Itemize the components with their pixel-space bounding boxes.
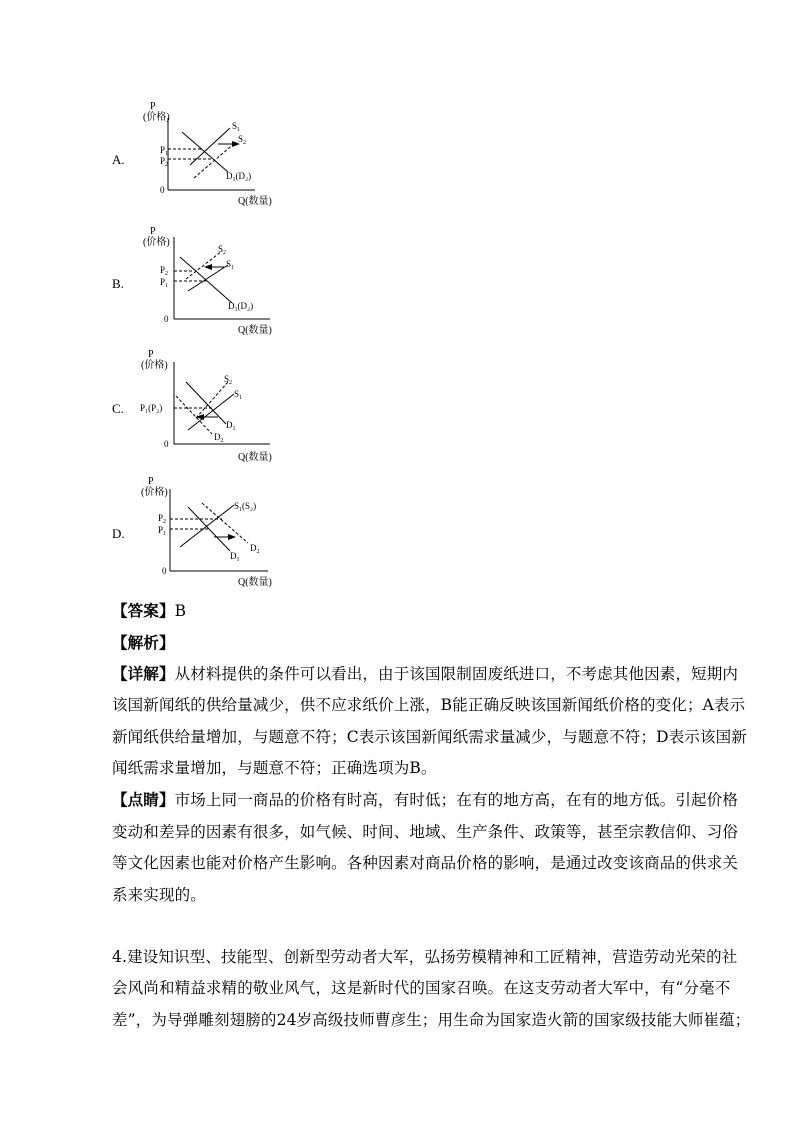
curve-label: $S_2$ — [238, 134, 247, 146]
question-4-line: 会风尚和精益求精的敬业风气，这是新时代的国家召唤。在这支劳动者大军中，有“分毫不 — [112, 979, 731, 997]
axis-p-sub-label: (价格) — [141, 360, 168, 371]
origin-label: 0 — [162, 566, 167, 576]
price-label: $P_1$ — [158, 525, 167, 537]
curve-label: $D_1$ — [230, 551, 240, 563]
detail-text: 从材料提供的条件可以看出，由于该国限制固废纸进口，不考虑其他因素，短期内 — [174, 665, 739, 683]
curve-label: $S_1$ — [226, 259, 235, 271]
price-label: $P_1$ — [160, 145, 169, 157]
question-4-line: 差”，为导弹雕刻翅膀的24岁高级技师曹彦生；用生命为国家造火箭的国家级技能大师崔蕴； — [112, 1011, 751, 1029]
origin-label: 0 — [164, 439, 169, 449]
price-label: $P_2$ — [160, 265, 169, 277]
axis-p-label: P — [148, 476, 154, 487]
detail-line: 新闻纸供给量增加，与题意不符；C表示该国新闻纸需求量减少，与题意不符；D表示该国新 — [112, 728, 747, 746]
axis-p-label: P — [150, 101, 156, 112]
analysis-tag: 【解析】 — [112, 633, 175, 652]
price-label: $P_1$ — [160, 277, 169, 289]
axis-p-sub-label: (价格) — [143, 112, 170, 123]
demand-curve-d1 — [182, 132, 228, 172]
answer-tag: 【答案】 — [112, 601, 175, 620]
axis-p-sub-label: (价格) — [141, 487, 168, 498]
price-label: P₁(P₂) — [140, 403, 163, 413]
curve-label: $D_2$ — [214, 432, 224, 444]
comment-line: 系来实现的。 — [112, 886, 206, 904]
detail-line: 该国新闻纸的供给量减少，供不应求纸价上涨，B能正确反映该国新闻纸价格的变化；A表示 — [112, 696, 746, 714]
graph-d — [130, 475, 280, 587]
comment-line — [112, 790, 738, 810]
axis-q-label: Q(数量) — [238, 452, 272, 463]
graph-a — [130, 100, 280, 208]
demand-curve-d1 — [186, 382, 226, 424]
shift-arrow-head — [204, 264, 212, 270]
option-a-label: A. — [112, 152, 125, 167]
graph-b — [130, 225, 280, 336]
axis-p-label: P — [150, 226, 156, 237]
detail-tag: 【详解】 — [112, 664, 175, 683]
comment-line: 变动和差异的因素有很多，如气候、时间、地域、生产条件、政策等，甚至宗教信仰、习俗 — [112, 823, 739, 841]
curve-label: $S_2$ — [224, 374, 233, 386]
curve-label: $S_1$ — [234, 389, 243, 401]
graph-c — [130, 348, 280, 463]
detail-line — [112, 664, 738, 684]
curve-label: $S_1$ — [232, 121, 241, 133]
axis-p-label: P — [148, 349, 154, 360]
analysis-line — [112, 633, 175, 653]
answer-line — [112, 601, 186, 621]
curve-label: $S_2$ — [218, 244, 227, 256]
supply-curve-s2 — [186, 251, 222, 279]
curve-label: $D_1(D_2)$ — [228, 301, 254, 313]
option-c-label: C. — [112, 401, 124, 416]
answer-value: B — [174, 602, 187, 620]
comment-text: 市场上同一商品的价格有时高，有时低；在有的地方高，在有的地方低。引起价格 — [174, 791, 739, 809]
comment-tag: 【点睛】 — [112, 790, 175, 809]
origin-label: 0 — [164, 314, 169, 324]
axis-q-label: Q(数量) — [238, 196, 272, 207]
option-b-label: B. — [112, 276, 124, 291]
axis-q-label: Q(数量) — [238, 577, 272, 588]
curve-label: $S_1(S_2)$ — [234, 501, 257, 513]
curve-label: $D_1$ — [226, 420, 236, 432]
curve-label: $D_1(D_2)$ — [226, 171, 252, 183]
price-label: $P_2$ — [160, 156, 169, 168]
origin-label: 0 — [160, 185, 165, 195]
price-label: $P_2$ — [158, 513, 167, 525]
shift-arrow-head — [228, 534, 236, 540]
axis-p-sub-label: (价格) — [143, 237, 170, 248]
option-d-label: D. — [112, 526, 125, 541]
detail-line: 闻纸需求量增加，与题意不符；正确选项为B。 — [112, 759, 437, 777]
supply-curve-s2 — [196, 382, 228, 418]
curve-label: $D_2$ — [250, 543, 260, 555]
comment-line: 等文化因素也能对价格产生影响。各种因素对商品价格的影响，是通过改变该商品的供求关 — [112, 854, 739, 872]
supply-curve-s1 — [180, 505, 234, 547]
question-4-line: 4.建设知识型、技能型、创新型劳动者大军，弘扬劳模精神和工匠精神，营造劳动光荣的社 — [112, 948, 738, 966]
axis-q-label: Q(数量) — [238, 325, 272, 336]
